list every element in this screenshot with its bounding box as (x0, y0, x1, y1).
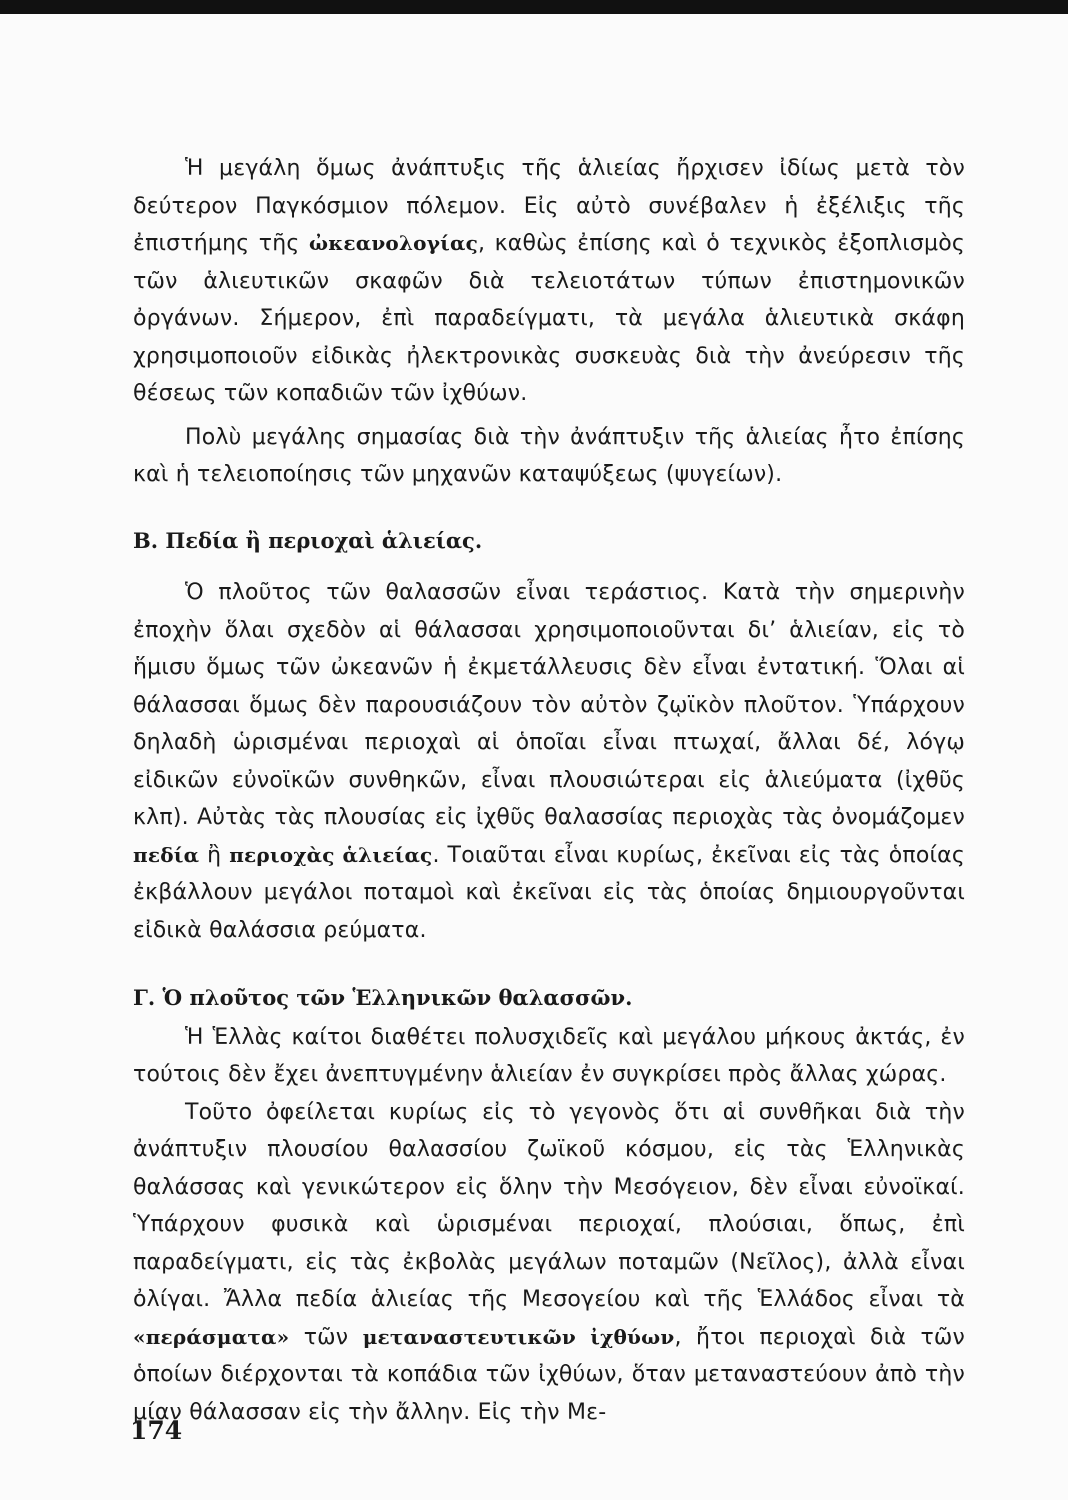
section-heading-b: Β. Πεδία ἢ περιοχαὶ ἁλιείας. (133, 527, 483, 553)
paragraph-oceanology: Ἡ μεγάλη ὅμως ἀνάπτυξις τῆς ἁλιείας ἤρχισεν ἰδίως μετὰ τὸν δεύτερον Παγκόσμιον πόλεμον. Εἰς αὐτὸ συνέβαλεν ἡ ἐξέλιξις τῆς ἐπιστήμης τῆς ὠκεανολογίας, καθὼς ἐπίσης καὶ ὁ τεχνικὸς ἐξοπλισμὸς τῶν ἁλιευτικῶν σκαφῶν διὰ τελειοτάτων τύπων ἐπιστημονικῶν ὀργάνων. Σήμερον, ἐπὶ παραδείγματι, τὰ μεγάλα ἁλιευτικὰ σκάφη χρησιμοποιοῦν εἰδικὰς ἠλεκτρονικὰς συσκευὰς διὰ τὴν ἀνεύρεσιν τῆς θέσεως τῶν κοπαδιῶν τῶν ἰχθύων. (133, 156, 965, 406)
page-body (133, 150, 965, 1431)
paragraph-fishing-grounds: Ὁ πλοῦτος τῶν θαλασσῶν εἶναι τεράστιος. Κατὰ τὴν σημερινὴν ἐποχὴν ὅλαι σχεδὸν αἱ θάλασσαι χρησιμοποιοῦνται δι’ ἁλιείαν, εἰς τὸ ἥμισυ ὅμως τῶν ὠκεανῶν ἡ ἐκμετάλλευσις δὲν εἶναι ἐντατική. Ὅλαι αἱ θάλασσαι ὅμως δὲν παρουσιάζουν τὸν αὐτὸν ζῳϊκὸν πλοῦτον. Ὑπάρχουν δηλαδὴ ὡρισμέναι περιοχαὶ αἱ ὁποῖαι εἶναι πτωχαί, ἄλλαι δέ, λόγῳ εἰδικῶν εὐνοϊκῶν συνθηκῶν, εἶναι πλουσιώτεραι εἰς ἁλιεύματα (ἰχθῦς κλπ). Αὐτὰς τὰς πλουσίας εἰς ἰχθῦς θαλασσίας περιοχὰς τὰς ὀνομάζομεν πεδία ἢ περιοχὰς ἁλιείας. Τοιαῦται εἶναι κυρίως, ἐκεῖναι εἰς τὰς ὁποίας ἐκβάλλουν μεγάλοι ποταμοὶ καὶ ἐκεῖναι εἰς τὰς ὁποίας δημιουργοῦνται εἰδικὰ θαλάσσια ρεύματα. (133, 580, 965, 943)
section-heading-c: Γ. Ὁ πλοῦτος τῶν Ἑλληνικῶν θαλασσῶν. (133, 985, 633, 1010)
paragraph-mediterranean: Τοῦτο ὀφείλεται κυρίως εἰς τὸ γεγονὸς ὅτι αἱ συνθῆκαι διὰ τὴν ἀνάπτυξιν πλουσίου θαλασσίου ζωϊκοῦ κόσμου, εἰς τὰς Ἑλληνικὰς θαλάσσας καὶ γενικώτερον εἰς ὅλην τὴν Μεσόγειον, δὲν εἶναι εὐνοϊκαί. Ὑπάρχουν φυσικὰ καὶ ὡρισμέναι περιοχαί, πλούσιαι, ὅπως, ἐπὶ παραδείγματι, εἰς τὰς ἐκβολὰς μεγάλων ποταμῶν (Νεῖλος), ἀλλὰ εἶναι ὀλίγαι. Ἄλλα πεδία ἁλιείας τῆς Μεσογείου καὶ τῆς Ἑλλάδος εἶναι τὰ «περάσματα» τῶν μεταναστευτικῶν ἰχθύων, ἤτοι περιοχαὶ διὰ τῶν ὁποίων διέρχονται τὰ κοπάδια τῶν ἰχθύων, ὅταν μεταναστεύουν ἀπὸ τὴν μίαν θάλασσαν εἰς τὴν ἄλλην. Εἰς τὴν Με- (133, 1099, 966, 1425)
page-number: 174 (130, 1416, 183, 1445)
term-fishing-areas: περιοχὰς ἁλιείας (229, 842, 433, 867)
paragraph-greece-coasts: Ἡ Ἑλλὰς καίτοι διαθέτει πολυσχιδεῖς καὶ μεγάλου μήκους ἀκτάς, ἐν τούτοις δὲν ἔχει ἀνεπτυγμένην ἁλιείαν ἐν συγκρίσει πρὸς ἄλλας χώρας. (133, 1024, 965, 1087)
term-migratory-fish: μεταναστευτικῶν ἰχθύων (362, 1324, 675, 1349)
scan-top-edge (0, 0, 1068, 14)
paragraph-refrigeration: Πολὺ μεγάλης σημασίας διὰ τὴν ἀνάπτυξιν τῆς ἁλιείας ἦτο ἐπίσης καὶ ἡ τελειοποίησις τῶν μηχανῶν καταψύξεως (ψυγείων). (133, 424, 965, 487)
term-passages: «περάσματα» (133, 1324, 290, 1349)
term-oceanology: ὠκεανολογίας (308, 231, 478, 255)
term-fields: πεδία (133, 842, 200, 867)
